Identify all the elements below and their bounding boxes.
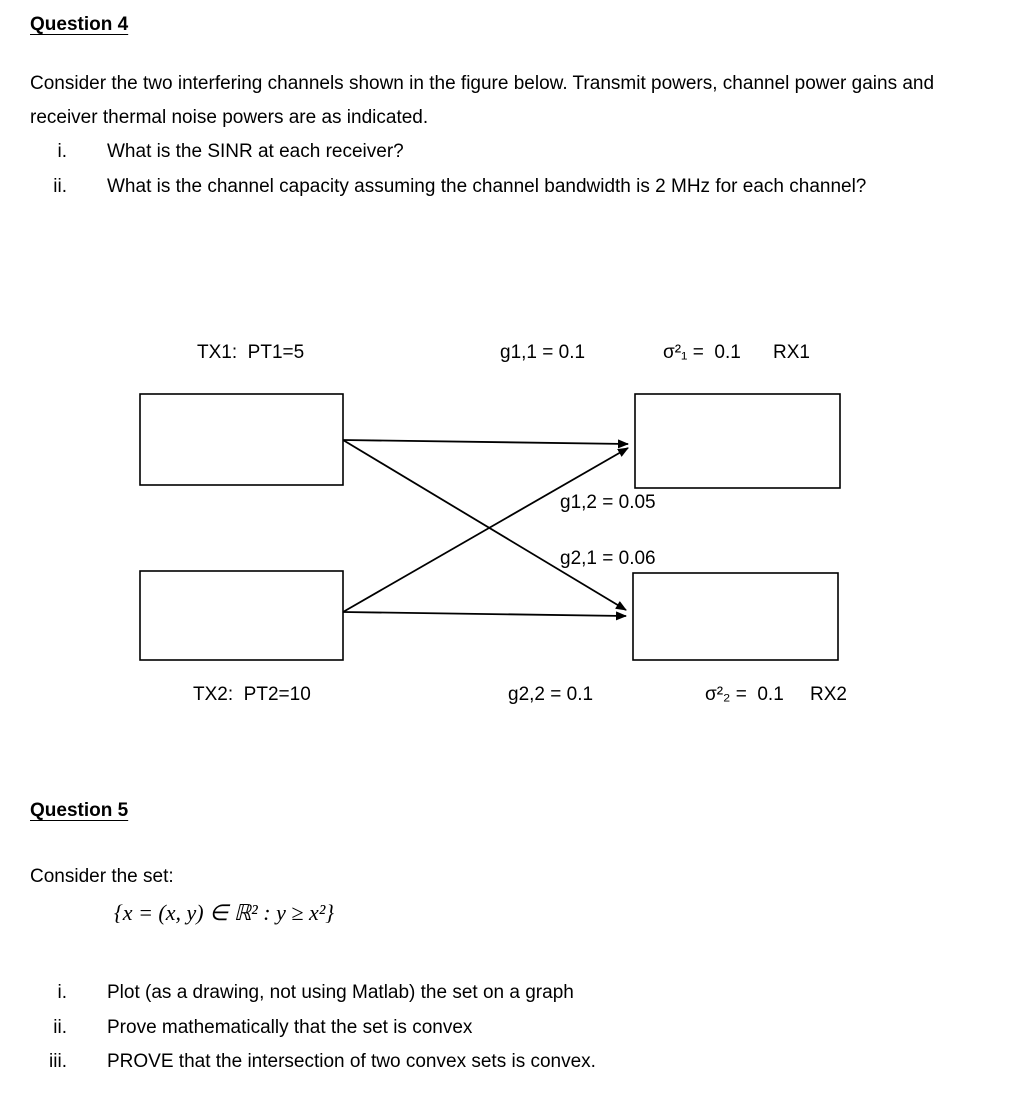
- arrow-tx2-rx1: [343, 448, 628, 612]
- list-item: [30, 170, 986, 205]
- tx1-box: [140, 394, 343, 485]
- channel-diagram: [30, 334, 984, 712]
- list-item: [30, 1011, 986, 1046]
- list-item-text: Plot (as a drawing, not using Matlab) the set on a graph: [107, 982, 574, 1003]
- question-5-intro: Consider the set:: [30, 866, 174, 887]
- list-item: [30, 1045, 986, 1080]
- g22-label: g2,2 = 0.1: [508, 684, 594, 705]
- question-5-heading: Question 5: [30, 800, 129, 821]
- list-item-number: i.: [57, 982, 67, 1003]
- sigma2-label: σ²₂ = 0.1: [705, 684, 784, 705]
- list-item-number: iii.: [49, 1051, 67, 1072]
- interfering-channels-figure: [30, 334, 986, 712]
- rx1-box: [635, 394, 840, 488]
- tx2-label: TX2: PT2=10: [193, 684, 311, 705]
- tx1-label: TX1: PT1=5: [197, 342, 305, 363]
- tx2-box: [140, 571, 343, 660]
- question-4-intro: Consider the two interfering channels shown in the figure below. Transmit powers, channel power gains and receiver thermal noise powers are as indicated.: [30, 73, 935, 128]
- list-item-number: ii.: [53, 1016, 67, 1038]
- rx1-label: RX1: [773, 342, 810, 363]
- list-item: [30, 135, 986, 170]
- list-item-number: i.: [57, 141, 67, 162]
- list-item-text: What is the channel capacity assuming the channel bandwidth is 2 MHz for each channel?: [107, 175, 867, 197]
- set-formula: {x = (x, y) ∈ ℝ² : y ≥ x²}: [114, 900, 335, 925]
- question-4-heading: Question 4: [30, 14, 129, 35]
- list-item-text: What is the SINR at each receiver?: [107, 141, 404, 162]
- list-item-text: PROVE that the intersection of two convex sets is convex.: [107, 1051, 596, 1072]
- arrow-tx2-rx2: [343, 612, 626, 616]
- g11-label: g1,1 = 0.1: [500, 342, 586, 363]
- list-item-number: ii.: [53, 175, 67, 197]
- question-4-list: [30, 135, 986, 204]
- arrow-tx1-rx1: [343, 440, 628, 444]
- question-5-list: [30, 976, 986, 1080]
- g21-label: g2,1 = 0.06: [560, 548, 656, 569]
- g12-label: g1,2 = 0.05: [560, 492, 656, 513]
- rx2-box: [633, 573, 838, 660]
- rx2-label: RX2: [810, 684, 847, 705]
- list-item: [30, 976, 986, 1011]
- sigma1-label: σ²₁ = 0.1: [663, 342, 741, 363]
- list-item-text: Prove mathematically that the set is convex: [107, 1016, 473, 1038]
- arrow-tx1-rx2: [343, 440, 626, 610]
